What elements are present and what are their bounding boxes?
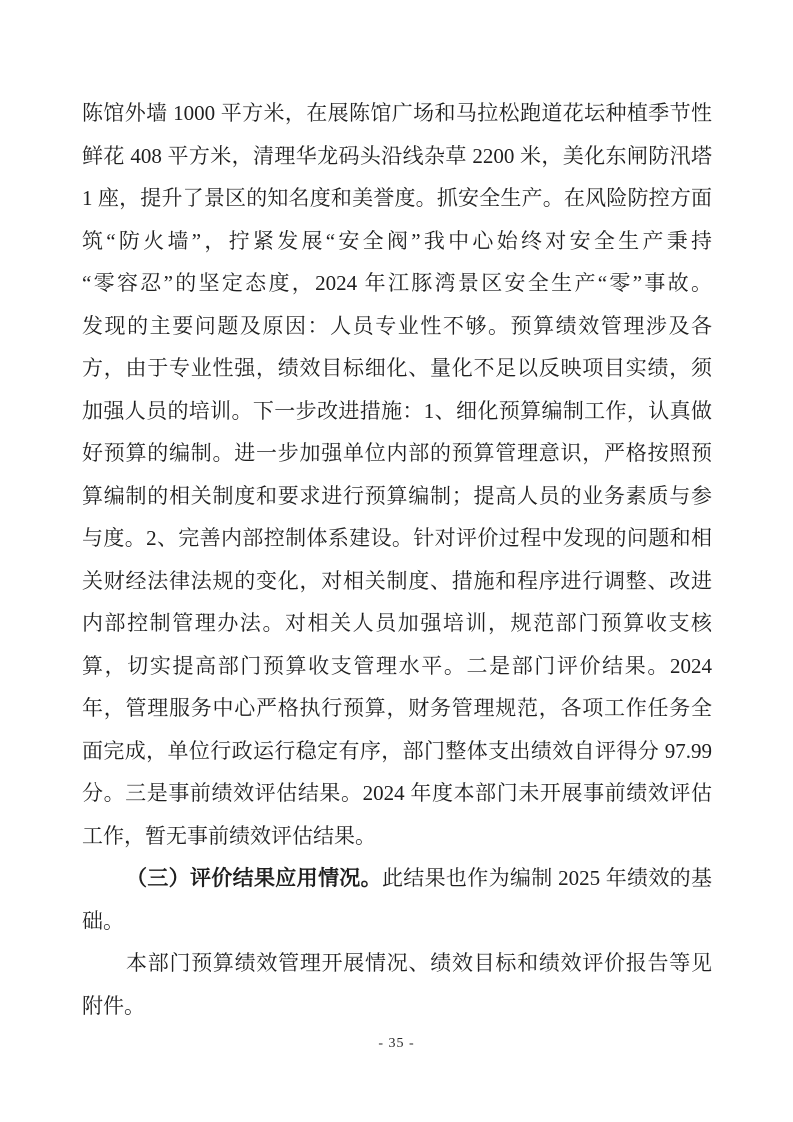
- text-line: [82, 305, 712, 348]
- text-line: [82, 772, 712, 815]
- text-line: [82, 475, 712, 518]
- text-line: [82, 432, 712, 475]
- text-line: [82, 560, 712, 603]
- text-run: 算，切实提高部门预算收支管理水平。二是部门评价结果。2024: [82, 653, 712, 678]
- text-line: [82, 815, 712, 858]
- text-run: 附件。: [82, 993, 145, 1018]
- text-run: 好预算的编制。进一步加强单位内部的预算管理意识，严格按照预: [82, 441, 712, 465]
- bold-run: （三）评价结果应用情况。: [126, 866, 382, 890]
- text-run: 分。三是事前绩效评估结果。2024 年度本部门未开展事前绩效评估: [82, 781, 712, 805]
- text-line: [82, 985, 712, 1028]
- page-number: - 35 -: [378, 1036, 415, 1051]
- text-line: [82, 262, 712, 305]
- text-line: [82, 645, 712, 688]
- text-run: 面完成，单位行政运行稳定有序，部门整体支出绩效自评得分 97.99: [82, 738, 712, 763]
- text-run: “零容忍”的坚定态度，2024 年江豚湾景区安全生产“零”事故。: [82, 271, 712, 295]
- text-line: [82, 687, 712, 730]
- text-line: [82, 730, 712, 773]
- text-run: 此结果也作为编制 2025 年绩效的基: [381, 866, 712, 890]
- text-run: 方，由于专业性强，绩效目标细化、量化不足以反映项目实绩，须: [82, 356, 712, 380]
- text-line: [82, 92, 712, 135]
- text-run: 加强人员的培训。下一步改进措施：1、细化预算编制工作，认真做: [82, 398, 712, 423]
- document-body: [82, 92, 712, 1027]
- text-run: 础。: [82, 908, 124, 933]
- text-run: 关财经法律法规的变化，对相关制度、措施和程序进行调整、改进: [82, 568, 712, 593]
- text-run: 筑“防火墙”，拧紧发展“安全阀”我中心始终对安全生产秉持: [82, 228, 712, 253]
- text-run: 陈馆外墙 1000 平方米，在展陈馆广场和马拉松跑道花坛种植季节性: [82, 101, 712, 125]
- text-run: 算编制的相关制度和要求进行预算编制；提高人员的业务素质与参: [82, 483, 712, 508]
- text-run: 发现的主要问题及原因：人员专业性不够。预算绩效管理涉及各: [82, 313, 712, 338]
- text-run: 鲜花 408 平方米，清理华龙码头沿线杂草 2200 米，美化东闸防汛塔: [82, 143, 712, 168]
- text-run: 工作，暂无事前绩效评估结果。: [82, 823, 376, 848]
- text-line: [82, 135, 712, 178]
- text-run: 内部控制管理办法。对相关人员加强培训，规范部门预算收支核: [82, 611, 712, 635]
- text-line: [82, 900, 712, 943]
- text-line: [82, 602, 712, 645]
- text-line: [82, 942, 712, 985]
- text-line: [82, 220, 712, 263]
- text-line: [82, 390, 712, 433]
- text-line: [82, 177, 712, 220]
- text-run: 1 座，提升了景区的知名度和美誉度。抓安全生产。在风险防控方面: [82, 186, 712, 210]
- text-line: [82, 517, 712, 560]
- text-line: [82, 857, 712, 900]
- text-run: 年，管理服务中心严格执行预算，财务管理规范，各项工作任务全: [82, 696, 712, 720]
- text-line: [82, 347, 712, 390]
- text-run: 与度。2、完善内部控制体系建设。针对评价过程中发现的问题和相: [82, 526, 712, 550]
- text-run: 本部门预算绩效管理开展情况、绩效目标和绩效评价报告等见: [126, 951, 712, 975]
